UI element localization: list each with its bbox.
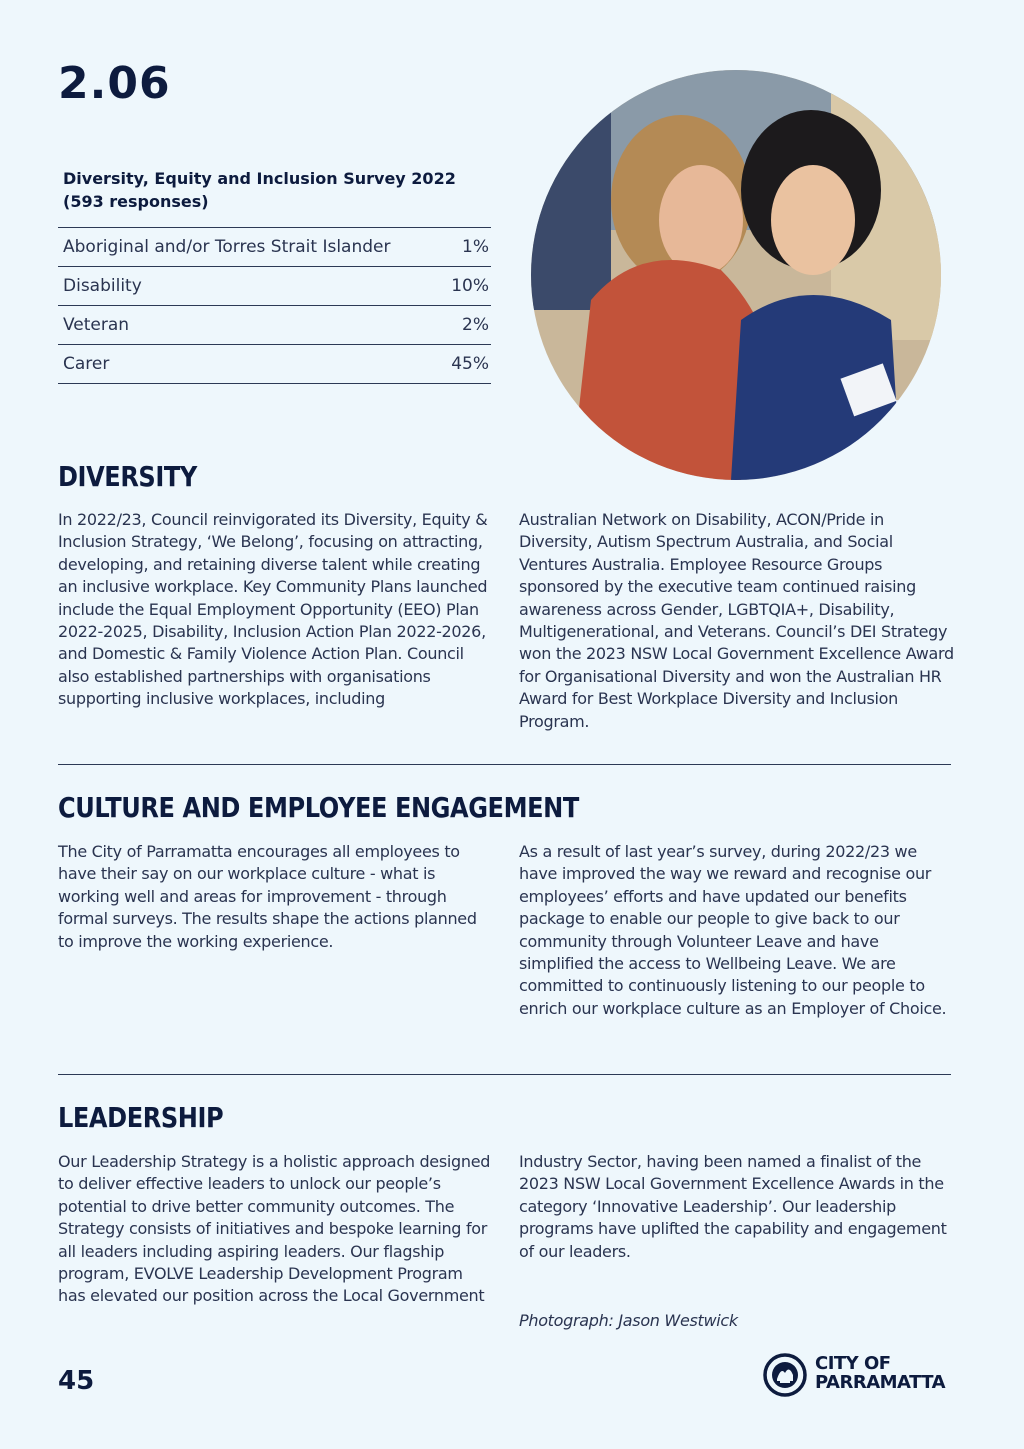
divider	[58, 764, 951, 765]
culture-heading: CULTURE AND EMPLOYEE ENGAGEMENT	[58, 791, 579, 824]
survey-title-line2: (593 responses)	[63, 192, 209, 211]
section-number: 2.06	[58, 58, 171, 109]
row-label: Disability	[58, 267, 440, 306]
culture-col1: The City of Parramatta encourages all employees to have their say on our workplace culture - what is working well and areas for improvement - through formal surveys. The results shape the actions planned to improve the working experience.	[58, 842, 477, 951]
table-row	[58, 345, 491, 384]
row-value: 45%	[440, 345, 491, 384]
table-row	[58, 306, 491, 345]
survey-table	[58, 227, 491, 384]
leadership-col2: Industry Sector, having been named a finalist of the 2023 NSW Local Government Excellence Awards in the category ‘Innovative Leadership’. Our leadership programs have uplifted the capability and engagement of our leaders.	[519, 1152, 947, 1261]
survey-title	[63, 167, 483, 213]
city-crest-icon	[763, 1353, 807, 1397]
photo-credit: Photograph: Jason Westwick	[519, 1311, 738, 1330]
logo-line2: PARRAMATTA	[815, 1372, 946, 1393]
leadership-col1: Our Leadership Strategy is a holistic approach designed to deliver effective leaders to unlock our people’s potential to drive better community outcomes. The Strategy consists of initiatives and bespoke learning for all leaders including aspiring leaders. Our flagship program, EVOLVE Leadership Development Program has elevated our position across the Local Government	[58, 1152, 491, 1306]
photo-illustration	[531, 70, 941, 480]
page-number: 45	[58, 1366, 95, 1396]
diversity-col1: In 2022/23, Council reinvigorated its Diversity, Equity & Inclusion Strategy, ‘We Belong’, focusing on attracting, developing, and retaining diverse talent while creating an inclusive workplace. Key Community Plans launched include the Equal Employment Opportunity (EEO) Plan 2022-2025, Disability, Inclusion Action Plan 2022-2026, and Domestic & Family Violence Action Plan. Council also established partnerships with organisations supporting inclusive workplaces, including	[58, 510, 488, 709]
event-photo	[531, 70, 941, 480]
logo-line1: CITY OF	[815, 1353, 891, 1374]
city-of-parramatta-logo	[763, 1352, 953, 1398]
row-label: Veteran	[58, 306, 440, 345]
row-label: Aboriginal and/or Torres Strait Islander	[58, 228, 440, 267]
diversity-col2: Australian Network on Disability, ACON/Pride in Diversity, Autism Spectrum Australia, and Social Ventures Australia. Employee Resource Groups sponsored by the executive team continued raising awareness across Gender, LGBTQIA+, Disability, Multigenerational, and Veterans. Council’s DEI Strategy won the 2023 NSW Local Government Excellence Award for Organisational Diversity and won the Australian HR Award for Best Workplace Diversity and Inclusion Program.	[519, 510, 954, 731]
leadership-heading: LEADERSHIP	[58, 1101, 224, 1134]
logo-text	[815, 1354, 945, 1392]
diversity-heading: DIVERSITY	[58, 460, 197, 493]
survey-title-line1: Diversity, Equity and Inclusion Survey 2022	[63, 169, 456, 188]
table-row	[58, 228, 491, 267]
row-label: Carer	[58, 345, 440, 384]
table-row	[58, 267, 491, 306]
culture-col2: As a result of last year’s survey, during 2022/23 we have improved the way we reward and recognise our employees’ efforts and have updated our benefits package to enable our people to give back to our community through Volunteer Leave and have simplified the access to Wellbeing Leave. We are committed to continuously listening to our people to enrich our workplace culture as an Employer of Choice.	[519, 842, 947, 1018]
row-value: 1%	[440, 228, 491, 267]
divider	[58, 1074, 951, 1075]
row-value: 10%	[440, 267, 491, 306]
row-value: 2%	[440, 306, 491, 345]
